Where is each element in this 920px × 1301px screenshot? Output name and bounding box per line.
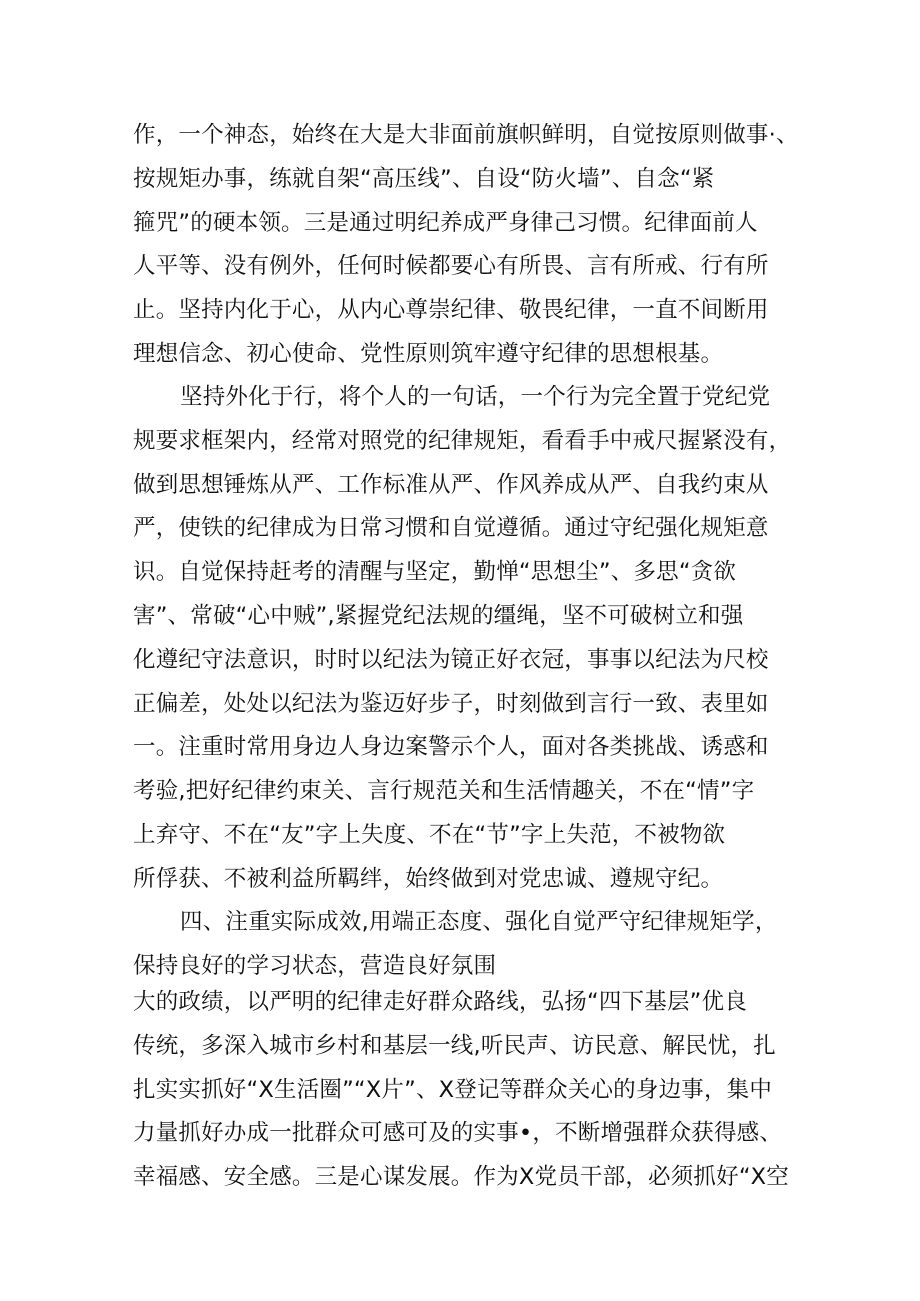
text-line: 人平等、没有例外，任何时候都要心有所畏、言有所戒、行有所 [133, 253, 769, 280]
text-line: 上弃守、不在“友”字上失度、不在“节”字上失范，不被物欲 [133, 821, 726, 848]
paragraph-4 [133, 981, 793, 1200]
text-line: 箍咒”的硬本领。三是通过明纪养成严身律己习惯。纪律面前人 [133, 209, 758, 236]
paragraph-3-heading [133, 901, 793, 989]
text-line: 保持良好的学习状态，营造良好氛围 [133, 952, 497, 979]
text-line: 做到思想锤炼从严、工作标准从严、作风养成从严、自我约束从 [133, 471, 769, 498]
text-line: 正偏差，处处以纪法为鉴迈好步子，时刻做到言行一致、表里如 [133, 690, 769, 717]
text-line: 规要求框架内，经常对照党的纪律规矩，看看手中戒尺握紧没有， [133, 427, 792, 454]
paragraph-2 [133, 376, 793, 902]
text-line: 扎实实抓好“X生活圈”“X片”、X登记等群众关心的身边事，集中 [133, 1076, 773, 1103]
text-line: 力量抓好办成一批群众可感可及的实事•，不断增强群众获得感、 [133, 1120, 783, 1147]
text-line: 按规矩办事，练就自架“高压线”、自设“防火墙”、自念“紧 [133, 165, 715, 192]
text-line: 一。注重时常用身边人身边案警示个人，面对各类挑战、诱惑和 [133, 734, 769, 761]
text-line: 传统，多深入城市乡村和基层一线,听民声、访民意、解民忧，扎 [133, 1032, 776, 1059]
text-line: 坚持外化于行，将个人的一句话，一个行为完全置于党纪党 [180, 384, 771, 410]
text-line: 理想信念、初心使命、党性原则筑牢遵守纪律的思想根基。 [133, 340, 724, 367]
text-line: 大的政绩，以严明的纪律走好群众路线，弘扬“四下基层”优良 [133, 989, 747, 1015]
text-line: 考验,把好纪律约束关、言行规范关和生活情趣关，不在“情”字 [133, 778, 755, 805]
text-line: 识。自觉保持赶考的清醒与坚定，勤惮“思想尘”、多思“贪欲 [133, 559, 737, 586]
text-line: 止。坚持内化于心，从内心尊崇纪律、敬畏纪律，一直不间断用 [133, 297, 769, 324]
text-line: 作，一个神态，始终在大是大非面前旗帜鲜明，自觉按原则做事·、 [133, 122, 799, 148]
text-line: 化遵纪守法意识，时时以纪法为镜正好衣冠，事事以纪法为尺校 [133, 646, 769, 673]
paragraph-1 [133, 114, 799, 377]
text-line: 害”、常破“心中贼”,紧握党纪法规的缰绳，坚不可破树立和强 [133, 602, 744, 629]
text-line: 所俘获、不被利益所羁绊，始终做到对党忠诚、遵规守纪。 [133, 865, 724, 892]
text-line: 严，使铁的纪律成为日常习惯和自觉遵循。通过守纪强化规矩意 [133, 515, 769, 542]
text-line: 幸福感、安全感。三是心谋发展。作为X党员干部，必须抓好“X空 [133, 1164, 789, 1191]
text-line: 四、注重实际成效,用端正态度、强化自觉严守纪律规矩学， [180, 909, 778, 935]
